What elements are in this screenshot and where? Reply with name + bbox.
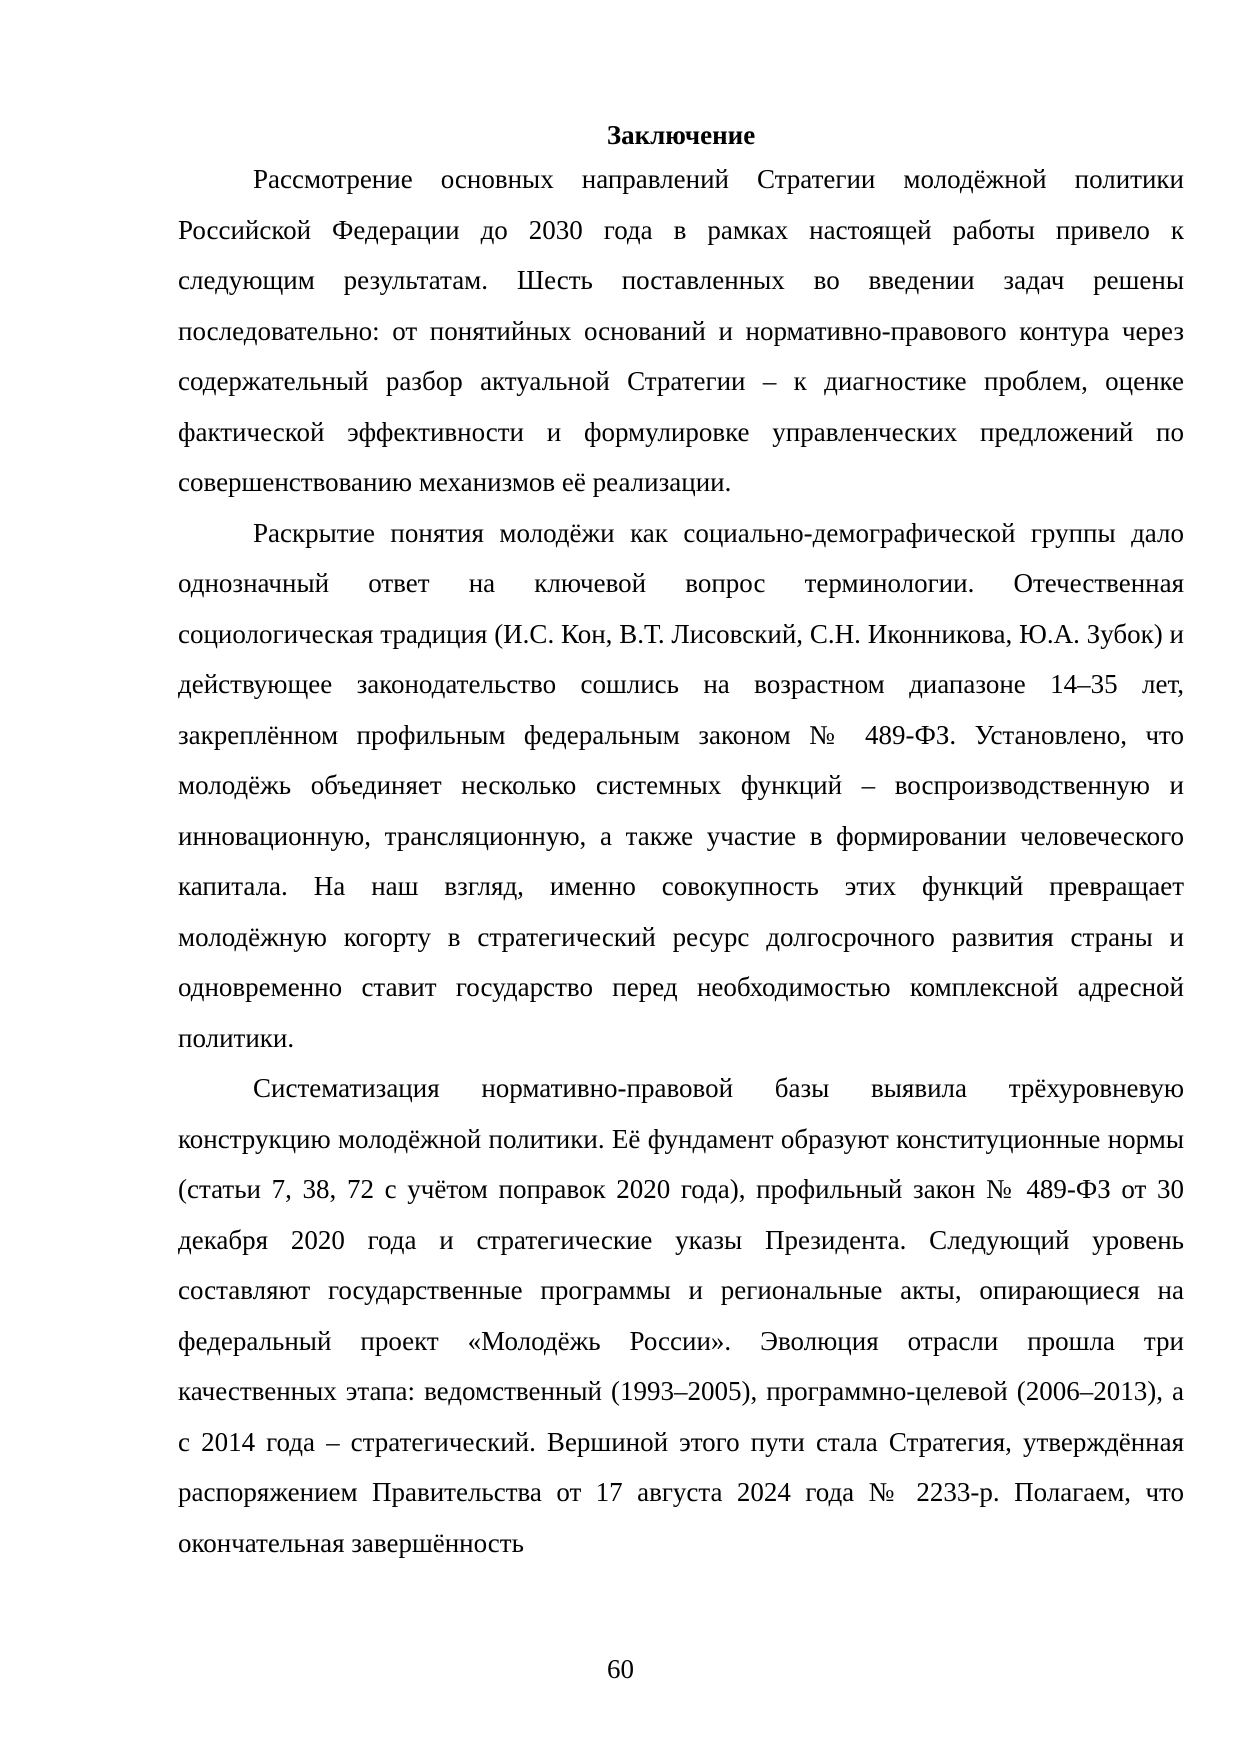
page-number: 60: [607, 1654, 634, 1684]
paragraph-3: Систематизация нормативно-правовой базы выявила трёхуровневую конструкцию молодёжной политики. Её фундамент образуют конституционные нормы (статьи 7, 38, 72 с учётом поправок 2020 года), профильный закон № 489-ФЗ от 30 декабря 2020 года и стратегические указы Президента. Следующий уровень составляют государственные программы и региональные акты, опирающиеся на федеральный проект «Молодёжь России». Эволюция отрасли прошла три качественных этапа: ведомственный (1993–2005), программно-целевой (2006–2013), а с 2014 года – стратегический. Вершиной этого пути стала Стратегия, утверждённая распоряжением Правительства от 17 августа 2024 года № 2233-р. Полагаем, что окончательная завершённость: [178, 1073, 1184, 1558]
section-heading: Заключение: [606, 120, 756, 150]
page-content: [178, 118, 1184, 1568]
paragraph-2: Раскрытие понятия молодёжи как социально-демографической группы дало однозначный ответ на ключевой вопрос терминологии. Отечественная социологическая традиция (И.С. Кон, В.Т. Лисовский, С.Н. Иконникова, Ю.А. Зубок) и действующее законодательство сошлись на возрастном диапазоне 14–35 лет, закреплённом профильным федеральным законом № 489-ФЗ. Установлено, что молодёжь объединяет несколько системных функций – воспроизводственную и инновационную, трансляционную, а также участие в формировании человеческого капитала. На наш взгляд, именно совокупность этих функций превращает молодёжную когорту в стратегический ресурс долгосрочного развития страны и одновременно ставит государство перед необходимостью комплексной адресной политики.: [178, 517, 1184, 1053]
paragraph-1: Рассмотрение основных направлений Стратегии молодёжной политики Российской Федерации до 2030 года в рамках настоящей работы привело к следующим результатам. Шесть поставленных во введении задач решены последовательно: от понятийных оснований и нормативно-правового контура через содержательный разбор актуальной Стратегии – к диагностике проблем, оценке фактической эффективности и формулировке управленческих предложений по совершенствованию механизмов её реализации.: [178, 164, 1184, 497]
